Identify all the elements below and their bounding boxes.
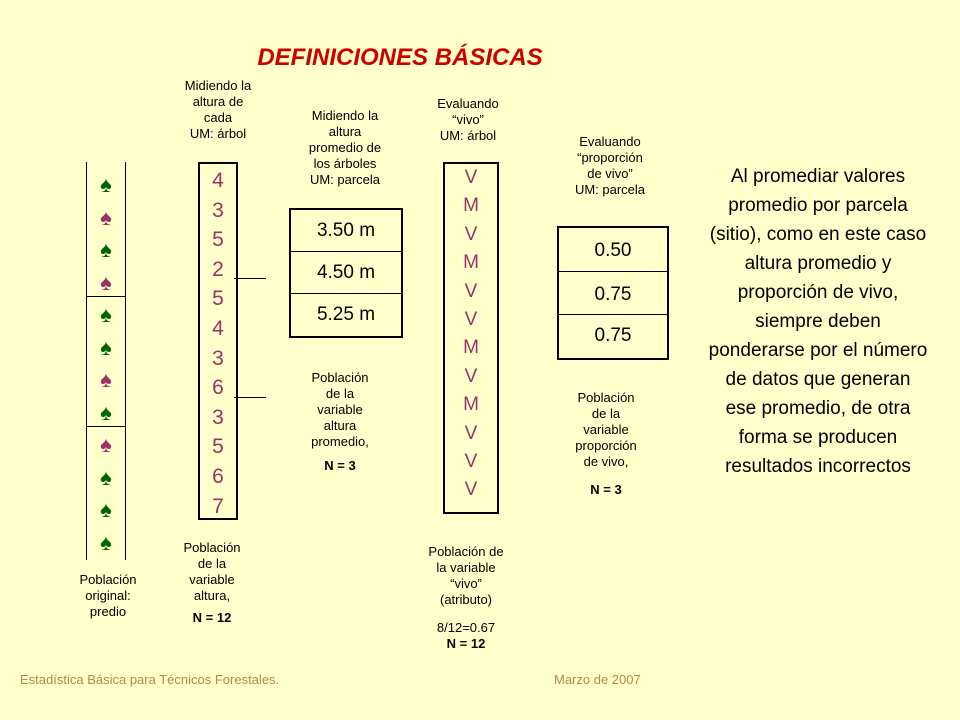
- height-value: 3: [212, 198, 224, 222]
- avg-height-value: 3.50 m: [316, 220, 376, 241]
- alive-value: M: [463, 394, 479, 416]
- height-value: 5: [212, 287, 224, 311]
- caption-line: de la: [591, 406, 621, 421]
- header-line: UM: árbol: [439, 128, 497, 143]
- alive-value: M: [463, 252, 479, 274]
- header-line: UM: parcela: [309, 172, 381, 187]
- tree-icon: ♠: [100, 464, 112, 490]
- alive-value: V: [464, 309, 478, 330]
- caption-line: altura: [323, 418, 357, 433]
- alive-header: [418, 96, 518, 144]
- prop-alive-n: N = 3: [590, 482, 622, 497]
- prop-alive-caption: [556, 390, 656, 498]
- height-value: 7: [212, 494, 224, 518]
- trees-caption: [58, 572, 158, 620]
- height-value: 3: [212, 405, 224, 429]
- heights-caption: [162, 540, 262, 626]
- avg-height-caption: [290, 370, 390, 474]
- tree-icon: ♠: [100, 529, 112, 555]
- header-line: UM: parcela: [574, 182, 646, 197]
- header-line: cada: [203, 110, 233, 125]
- height-value: 6: [212, 376, 224, 400]
- slide-title: DEFINICIONES BÁSICAS: [257, 44, 543, 71]
- alive-value: V: [464, 280, 478, 302]
- caption-line: Población de: [428, 544, 504, 559]
- tree-icon: ♠: [100, 334, 112, 360]
- tree-icon: ♠: [100, 172, 112, 197]
- heights-header: [168, 78, 268, 142]
- alive-value: V: [464, 479, 478, 501]
- caption-line: Población: [577, 390, 635, 405]
- tree-icon: ♠: [100, 432, 112, 457]
- tree-icon: ♠: [100, 497, 112, 522]
- caption-line: original:: [85, 588, 131, 603]
- alive-value: V: [464, 451, 478, 472]
- header-line: altura de: [192, 94, 244, 109]
- alive-value: V: [464, 365, 478, 387]
- alive-value: V: [464, 167, 478, 188]
- header-line: Evaluando: [579, 134, 641, 149]
- caption-line: (atributo): [439, 592, 493, 607]
- tree-icon: ♠: [100, 367, 112, 392]
- tree-icon: ♠: [100, 237, 112, 262]
- caption-line: promedio,: [311, 434, 369, 449]
- header-line: “proporción: [577, 150, 643, 165]
- caption-line: variable: [583, 422, 629, 437]
- header-line: de vivo”: [587, 166, 633, 181]
- height-value: 2: [212, 257, 224, 281]
- caption-line: predio: [89, 604, 127, 619]
- heights-n: N = 12: [192, 610, 232, 625]
- tree-group-divider: [86, 296, 126, 297]
- header-line: Midiendo la: [184, 78, 252, 93]
- alive-box: [443, 162, 499, 514]
- caption-line: variable: [317, 402, 363, 417]
- tree-icon: ♠: [100, 269, 112, 295]
- alive-value: M: [463, 337, 479, 359]
- caption-line: variable: [189, 572, 235, 587]
- caption-line: de vivo,: [583, 454, 629, 469]
- header-line: los árboles: [313, 156, 377, 171]
- prop-alive-box: [557, 226, 669, 360]
- tree-icon: ♠: [100, 399, 112, 425]
- caption-line: de la: [197, 556, 227, 571]
- tree-icon: ♠: [100, 302, 112, 327]
- alive-caption: [408, 544, 524, 652]
- explanation-note: Al promediar valores promedio por parcela (sitio), como en este caso altura promedio y proporción de vivo, siempre deben ponderarse por el número de datos que generan ese promedio, de otra forma se producen resultados incorrectos: [708, 166, 928, 477]
- header-line: altura: [328, 124, 362, 139]
- height-value: 4: [212, 317, 224, 340]
- tree-icon: ♠: [100, 204, 112, 230]
- prop-alive-value: 0.50: [594, 240, 632, 261]
- caption-line: la variable: [436, 560, 496, 575]
- header-line: Midiendo la: [311, 108, 379, 123]
- caption-line: Población: [183, 540, 241, 555]
- avg-height-value: 4.50 m: [316, 262, 376, 283]
- row-divider: [559, 271, 667, 272]
- alive-value: V: [464, 223, 478, 245]
- header-line: “vivo”: [452, 112, 484, 127]
- footer-date: Marzo de 2007: [554, 672, 641, 687]
- avg-height-box: [289, 208, 403, 338]
- prop-alive-value: 0.75: [594, 325, 632, 346]
- prop-alive-header: [560, 134, 660, 198]
- prop-alive-value: 0.75: [594, 284, 632, 305]
- height-value: 5: [212, 228, 224, 252]
- heights-box: [198, 162, 238, 520]
- caption-line: de la: [325, 386, 355, 401]
- group-tick: [234, 278, 266, 279]
- alive-value: V: [464, 422, 478, 444]
- group-tick: [234, 397, 266, 398]
- height-value: 6: [212, 465, 224, 488]
- header-line: promedio de: [308, 140, 382, 155]
- height-value: 4: [212, 169, 224, 192]
- alive-ratio: 8/12=0.67: [436, 620, 496, 635]
- avg-height-n: N = 3: [324, 458, 356, 473]
- caption-line: proporción: [575, 438, 637, 453]
- caption-line: “vivo”: [450, 576, 482, 591]
- tree-group-divider: [86, 426, 126, 427]
- caption-line: Población: [79, 572, 137, 587]
- row-divider: [291, 251, 401, 252]
- avg-height-value: 5.25 m: [316, 304, 376, 325]
- row-divider: [559, 314, 667, 315]
- header-line: UM: árbol: [189, 126, 247, 141]
- caption-line: Población: [311, 370, 369, 385]
- footer-course: Estadística Básica para Técnicos Forestales.: [20, 672, 280, 687]
- caption-line: altura,: [193, 588, 231, 603]
- alive-value: M: [463, 195, 479, 217]
- alive-n: N = 12: [446, 636, 486, 651]
- avg-height-header: [295, 108, 395, 188]
- height-value: 3: [212, 346, 224, 370]
- height-value: 5: [212, 435, 224, 459]
- row-divider: [291, 293, 401, 294]
- trees-column: [86, 162, 126, 560]
- header-line: Evaluando: [437, 96, 499, 111]
